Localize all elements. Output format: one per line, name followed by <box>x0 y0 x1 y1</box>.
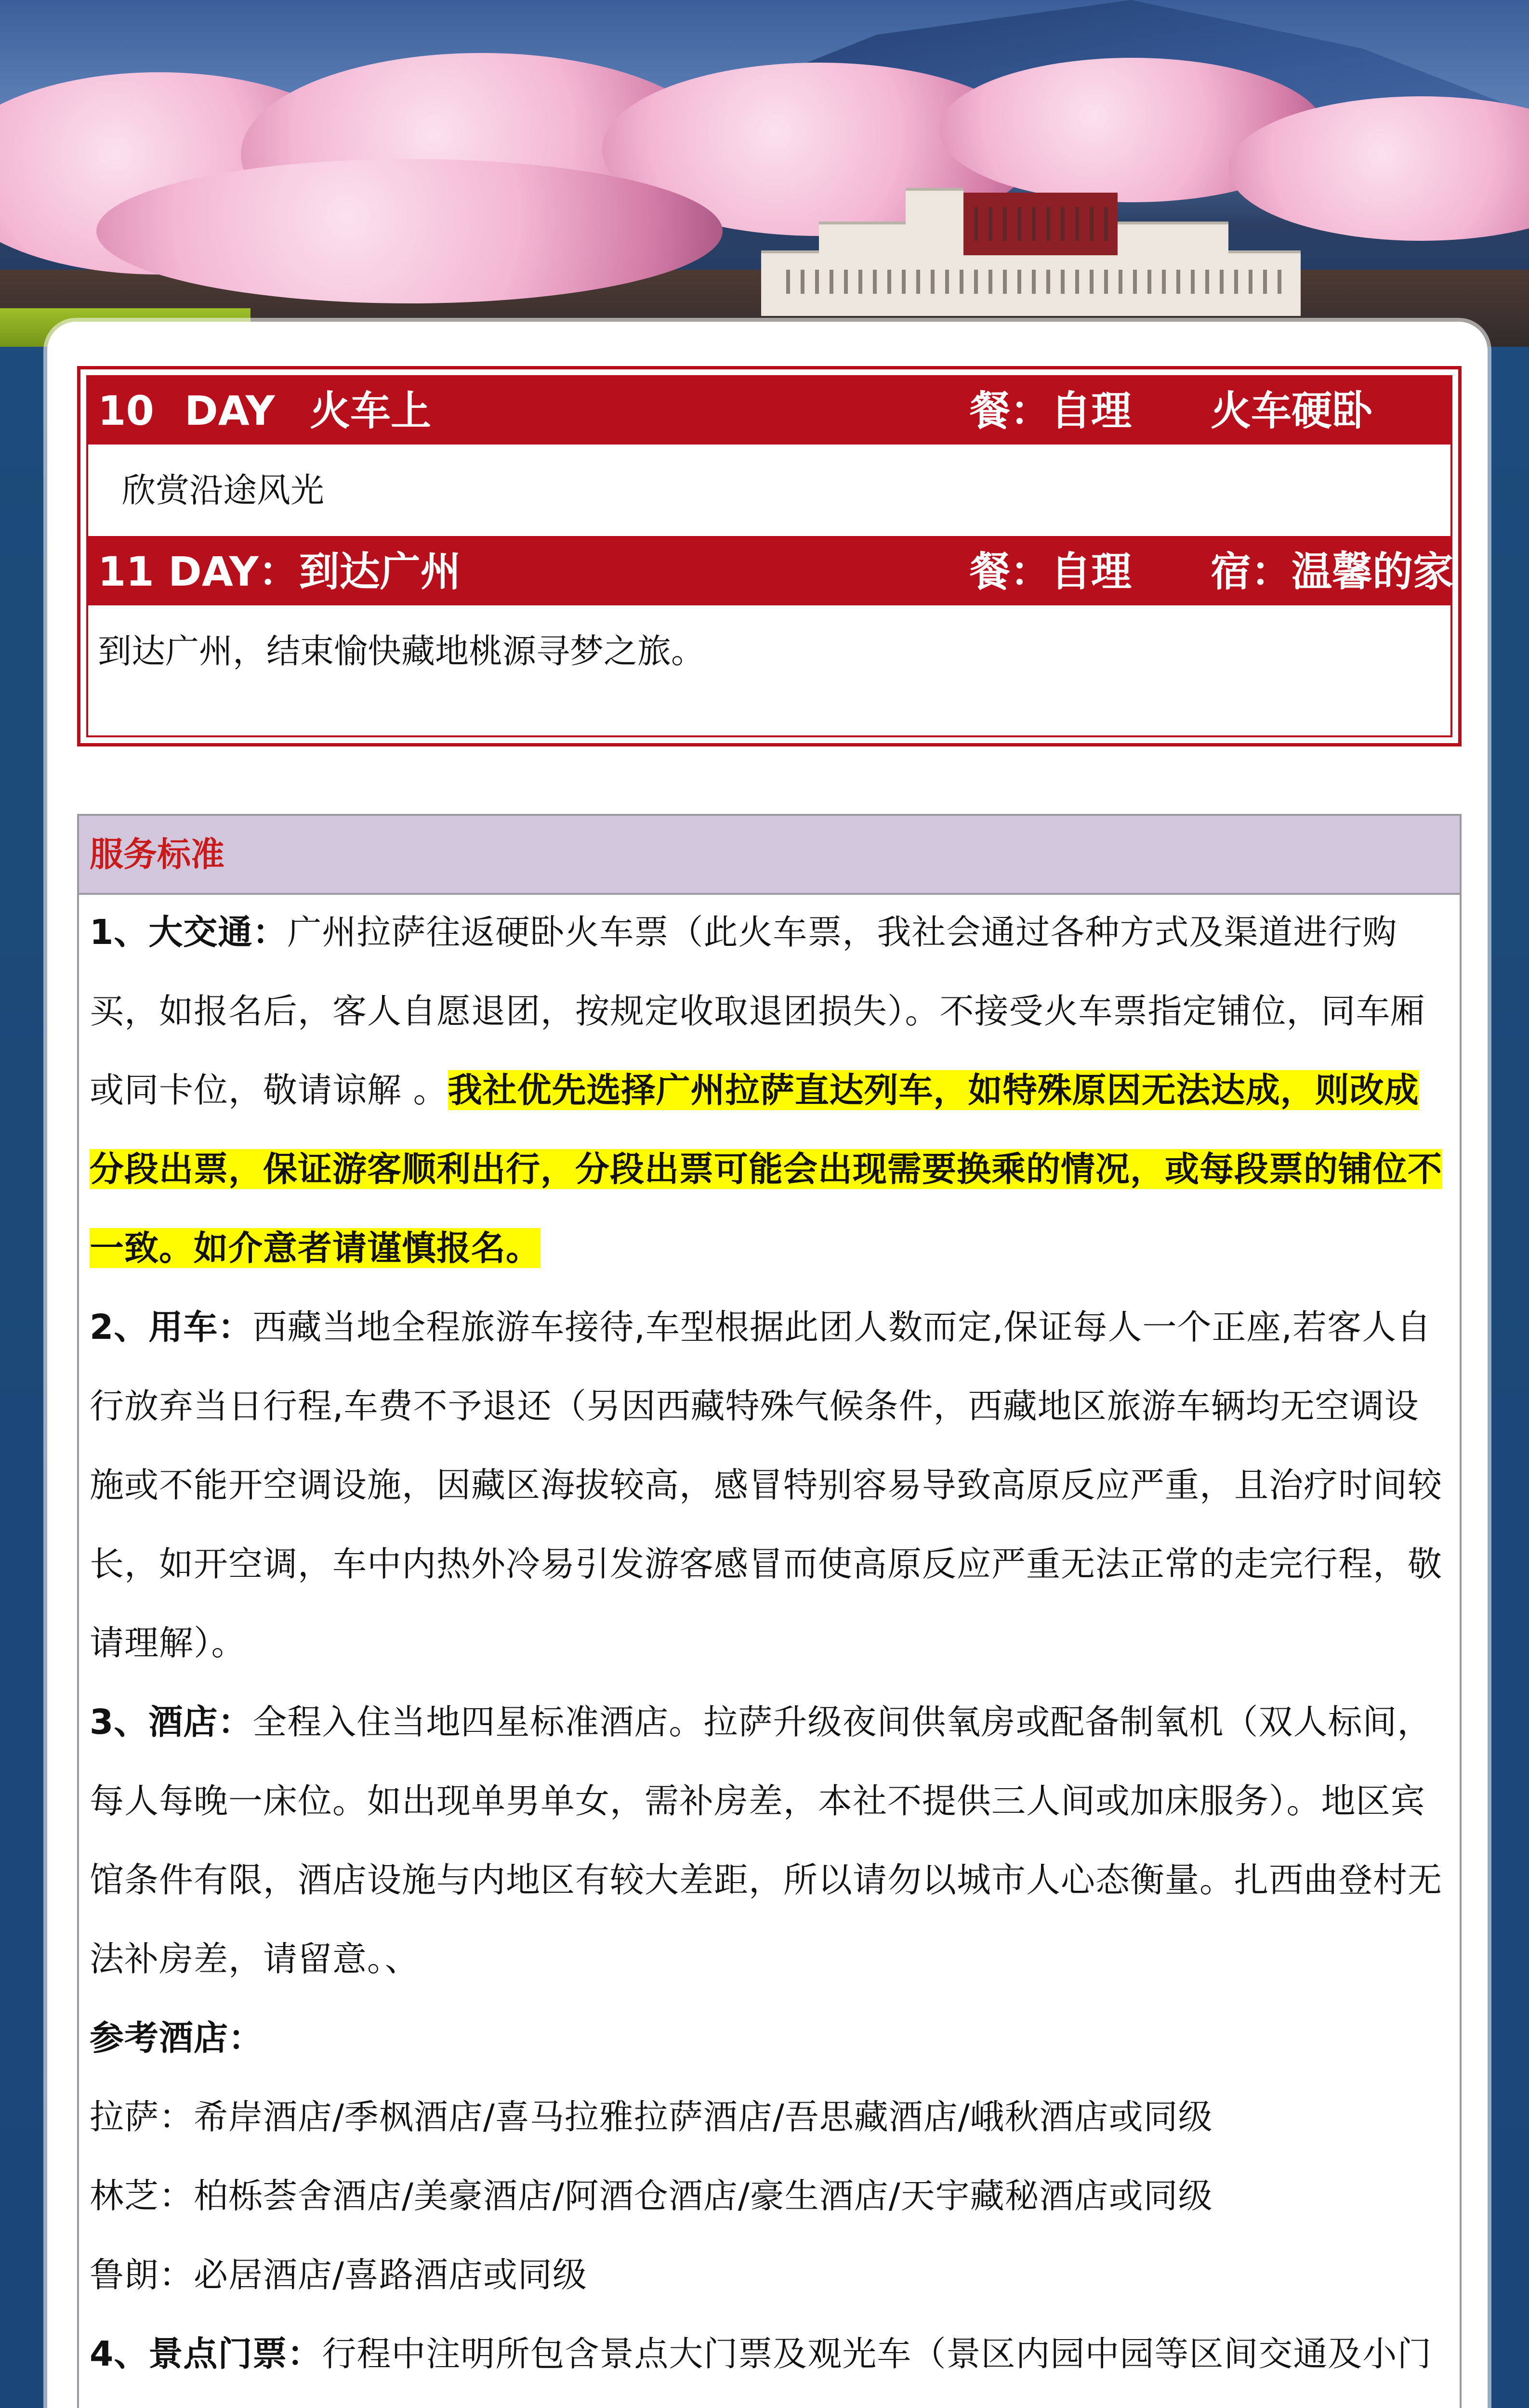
hotel-paragraph <box>90 1683 1448 1999</box>
ref-hotels-lulang: 鲁朗：必居酒店/喜路酒店或同级 <box>90 2255 587 2295</box>
day11-meal: 餐：自理 <box>970 548 1132 595</box>
transport-paragraph <box>90 893 1448 1288</box>
ref-hotels-lhasa: 拉萨：希岸酒店/季枫酒店/喜马拉雅拉萨酒店/吾思藏酒店/峨秋酒店或同级 <box>90 2097 1213 2137</box>
day10-meal: 餐：自理 <box>970 387 1132 434</box>
day10-title: 火车上 <box>310 387 432 434</box>
hotel-label: 3、酒店： <box>90 1702 253 1742</box>
service-standards-title: 服务标准 <box>90 835 224 874</box>
header-banner-image <box>0 0 1529 347</box>
day11-description: 到达广州，结束愉快藏地桃源寻梦之旅。 <box>98 631 705 671</box>
ref-hotels-label: 参考酒店： <box>90 2018 264 2058</box>
ref-hotels-nyingchi: 林芝：柏栎荟舍酒店/美豪酒店/阿酒仓酒店/豪生酒店/天宇藏秘酒店或同级 <box>90 2176 1213 2216</box>
tickets-label: 4、景点门票： <box>90 2334 322 2374</box>
transport-highlight: 我社优先选择广州拉萨直达列车，如特殊原因无法达成，则改成分段出票，保证游客顺利出行，分段出票可能会出现需要换乘的情况，或每段票的铺位不一致。如介意者请谨慎报名。 <box>90 1070 1443 1268</box>
day11-lodging: 宿：温馨的家 <box>1211 548 1454 595</box>
vehicle-paragraph <box>90 1288 1448 1683</box>
transport-text: 广州拉萨往返硬卧火车票（此火车票，我社会通过各种方式及渠道进行购买，如报名后，客人自愿退团，按规定收取退团损失）。不接受火车票指定铺位，同车厢或同卡位，敬请谅解 。 <box>90 912 1425 1110</box>
itinerary-inner-frame <box>86 375 1452 737</box>
day11-description-row <box>88 605 1450 697</box>
transport-label: 1、大交通： <box>90 912 288 952</box>
day11-header <box>88 538 1454 605</box>
peach-blossom-cluster <box>96 159 723 303</box>
day10-day-word: DAY <box>185 387 275 434</box>
palace-illustration <box>761 188 1301 313</box>
day10-description-row <box>88 445 1450 538</box>
vehicle-label: 2、用车： <box>90 1307 253 1347</box>
tickets-text: 行程中注明所包含景点大门票及观光车（景区内园中园等区间交通及小门 <box>322 2334 1432 2374</box>
vehicle-text: 西藏当地全程旅游车接待,车型根据此团人数而定,保证每人一个正座,若客人自行放弃当日行程,车费不予退还（另因西藏特殊气候条件，西藏地区旅游车辆均无空调设施或不能开空调设施，因藏区海拔较高，感冒特别容易导致高原反应严重，且治疗时间较长，如开空调，车中内热外冷易引发游客感冒而使高原反应严重无法正常的走完行程，敬请理解）。 <box>90 1307 1443 1663</box>
service-standards-section <box>77 814 1462 2408</box>
day10-description: 欣赏沿途风光 <box>122 471 324 510</box>
day10-number: 10 <box>98 387 154 434</box>
day11-label: 11 DAY：到达广州 <box>98 548 461 595</box>
tickets-paragraph <box>90 2315 1448 2408</box>
day10-lodging: 火车硬卧 <box>1211 387 1373 434</box>
service-standards-header <box>79 816 1460 895</box>
hotel-text: 全程入住当地四星标准酒店。拉萨升级夜间供氧房或配备制氧机（双人标间，每人每晚一床位。如出现单男单女，需补房差，本社不提供三人间或加床服务）。地区宾馆条件有限，酒店设施与内地区有较大差距，所以请勿以城市人心态衡量。扎西曲登村无法补房差，请留意。、 <box>90 1702 1443 1979</box>
day10-header <box>88 377 1450 445</box>
service-standards-body <box>90 893 1448 2408</box>
itinerary-table <box>77 366 1462 746</box>
